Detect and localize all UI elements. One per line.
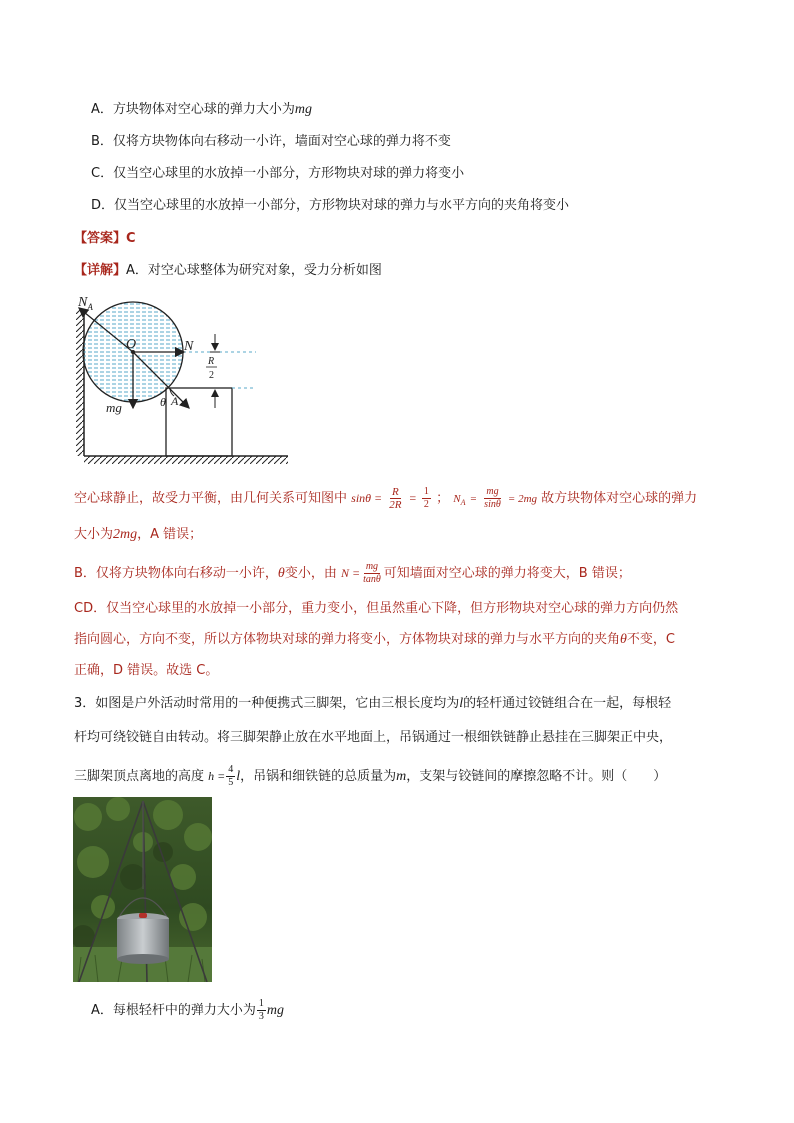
frac-num: mg — [486, 486, 499, 497]
option-text: 每根轻杆中的弹力大小为 — [112, 1003, 256, 1018]
math-theta: θ — [620, 632, 627, 647]
option-label: B． — [91, 134, 113, 149]
math-mg: mg — [294, 102, 313, 117]
frac-num: 1 — [258, 998, 264, 1009]
math-na — [453, 493, 466, 508]
math-l: l — [459, 696, 464, 711]
tripod-photo — [73, 797, 212, 982]
text: 3．如图是户外活动时常用的一种便携式三脚架，它由三根长度均为 — [74, 696, 460, 711]
math-eq: = — [408, 491, 417, 505]
label-r: R — [208, 356, 215, 367]
answer-line — [74, 229, 136, 249]
frac-num: mg — [365, 561, 379, 572]
text: 故方块物体对空心球的弹力 — [541, 491, 698, 506]
text: B．仅将方块物体向右移动一小许， — [74, 566, 278, 581]
option-label: A． — [91, 102, 113, 117]
frac-den: tanθ — [363, 574, 381, 585]
q3-line1 — [74, 694, 671, 714]
fraction — [257, 998, 266, 1023]
fraction — [226, 764, 235, 789]
analysis-p3-line2 — [74, 630, 675, 650]
fraction — [422, 486, 431, 511]
text: 可知墙面对空心球的弹力将变大，B 错误； — [383, 566, 631, 581]
label-n: N — [184, 339, 194, 354]
math-result: = 2mg — [507, 493, 538, 505]
option-text: 仅当空心球里的水放掉一小部分，方形物块对球的弹力将变小 — [113, 166, 465, 181]
fraction — [482, 486, 503, 511]
option-b — [91, 132, 451, 152]
label-mg: mg — [106, 400, 122, 415]
ground-hatch — [84, 456, 288, 464]
math-na-sub: A — [460, 498, 466, 508]
detail-intro: A．对空心球整体为研究对象，受力分析如图 — [126, 263, 382, 278]
frac-den: 3 — [258, 1011, 264, 1022]
math-h: h = — [208, 769, 226, 783]
frac-den: 5 — [228, 777, 234, 788]
fraction — [387, 486, 403, 511]
text: 指向圆心，方向不变，所以方体物块对球的弹力将变小，方体物块对球的弹力与水平方向的夹角 — [74, 632, 621, 647]
analysis-p3-line3 — [74, 661, 218, 681]
detail-tag: 【详解】 — [74, 263, 127, 278]
text: ； — [436, 491, 450, 506]
math-eq: = — [469, 493, 478, 505]
frac-num: R — [392, 486, 399, 498]
math-sin: sinθ = — [351, 491, 383, 505]
option-c — [91, 164, 464, 184]
pot-bottom — [117, 954, 169, 964]
text: 不变，C — [626, 632, 675, 647]
math-2mg: 2mg — [113, 527, 138, 542]
text: 的轻杆通过铰链组合在一起，每根轻 — [463, 696, 672, 711]
label-theta: θ — [160, 395, 166, 409]
detail-line — [74, 261, 382, 281]
option-label: D． — [91, 198, 115, 213]
label-o: O — [126, 337, 137, 352]
q3-line3 — [74, 764, 666, 789]
frac-num: 4 — [228, 764, 234, 775]
analysis-p1-line1 — [74, 486, 697, 513]
math-mg: mg — [266, 1003, 285, 1018]
text: ，支架与铰链间的摩擦忽略不计。则（ ） — [406, 769, 667, 784]
text: CD．仅当空心球里的水放掉一小部分，重力变小，但虽然重心下降，但方形物块对空心球的弹力方向仍然 — [74, 601, 679, 616]
text: 三脚架顶点离地的高度 — [74, 769, 205, 784]
answer-value: C — [126, 231, 136, 246]
tripod-photo-illustration — [73, 797, 212, 982]
text: 空心球静止，故受力平衡，由几何关系可知图中 — [74, 491, 348, 506]
pot-knob — [139, 913, 147, 918]
wall-hatch — [76, 310, 84, 456]
analysis-p1-line2 — [74, 525, 202, 545]
label-na: $N_A$ — [78, 295, 93, 312]
text: 大小为 — [74, 527, 114, 542]
math-theta: θ — [277, 566, 285, 581]
answer-tag: 【答案】 — [74, 231, 127, 246]
option-label: C． — [91, 166, 114, 181]
q3-line2 — [74, 728, 672, 748]
math-n: N = — [340, 566, 361, 580]
text: 变小，由 — [284, 566, 337, 581]
frac-den: sinθ — [484, 499, 501, 510]
force-diagram — [70, 290, 290, 468]
frac-den: 2 — [423, 499, 429, 510]
label-r-den: 2 — [209, 370, 214, 381]
text: 正确，D 错误。故选 C。 — [74, 663, 219, 678]
q3-option-a — [91, 998, 284, 1023]
frac-den: 2R — [389, 499, 402, 511]
text: ，吊锅和细铁链的总质量为 — [240, 769, 397, 784]
math-m: m — [396, 769, 407, 784]
option-text: 仅将方块物体向右移动一小许，墙面对空心球的弹力将不变 — [112, 134, 451, 149]
text: 杆均可绕铰链自由转动。将三脚架静止放在水平地面上，吊锅通过一根细铁链静止悬挂在三脚架正中央， — [74, 730, 673, 745]
option-a — [91, 100, 312, 120]
option-label: A． — [91, 1003, 113, 1018]
option-text: 方块物体对空心球的弹力大小为 — [112, 102, 295, 117]
pot-body — [117, 919, 169, 959]
option-text: 仅当空心球里的水放掉一小部分，方形物块对球的弹力与水平方向的夹角将变小 — [114, 198, 570, 213]
option-d — [91, 196, 569, 216]
frac-num: 1 — [423, 486, 429, 497]
text: ，A 错误； — [137, 527, 203, 542]
math-l: l — [236, 769, 241, 784]
analysis-p3-line1 — [74, 599, 678, 619]
fraction — [361, 561, 383, 586]
label-a: A — [171, 394, 179, 408]
analysis-p2 — [74, 561, 631, 586]
math-na-n: N — [453, 493, 461, 505]
